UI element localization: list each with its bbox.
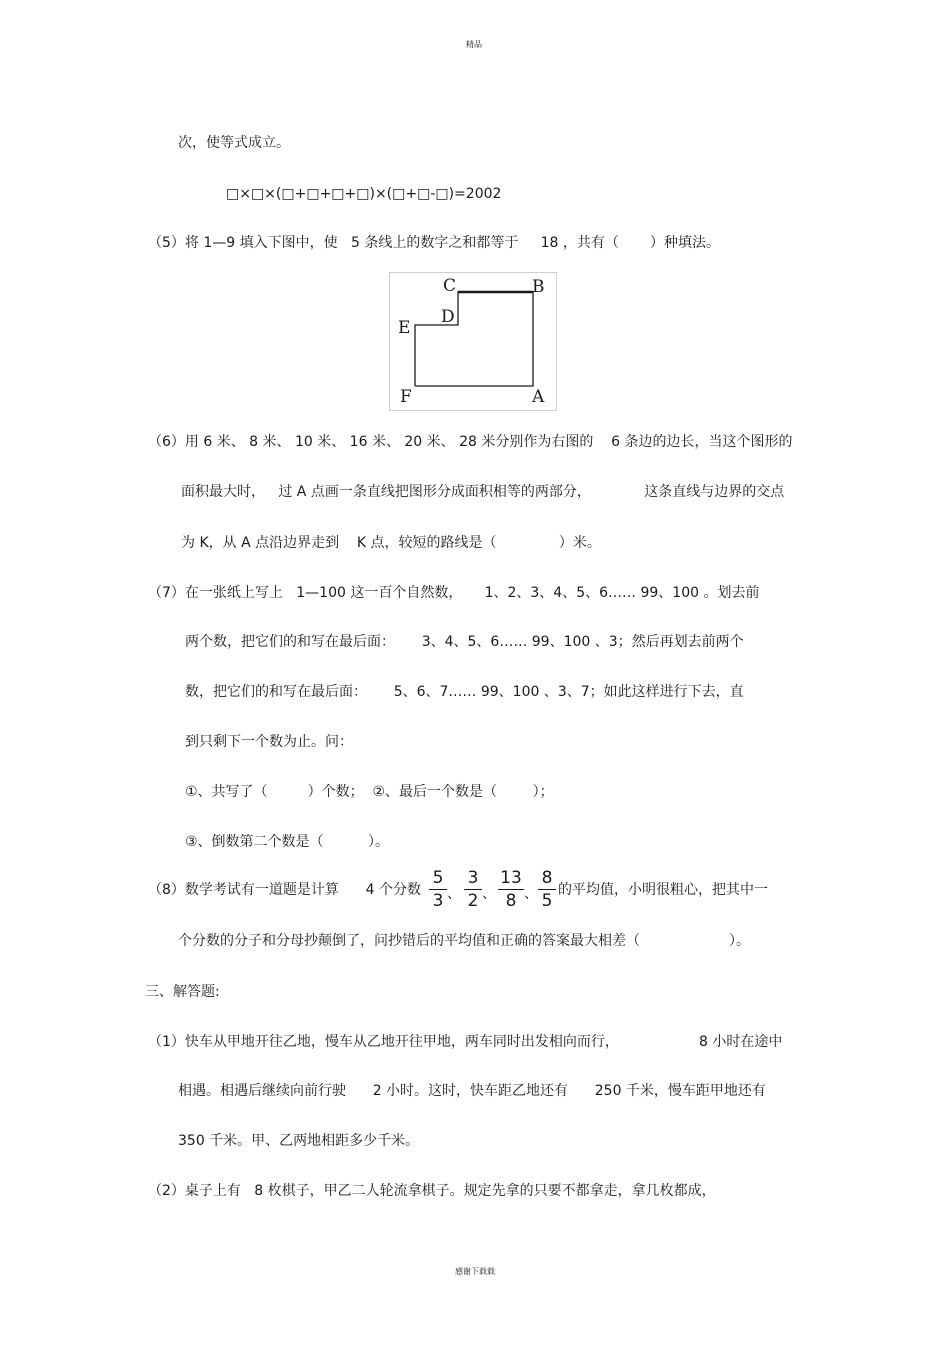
figure-label-b: B <box>532 277 545 297</box>
answer-1-line-2: 相遇。相遇后继续向前行驶 2 小时。这时，快车距乙地还有 250 千米，慢车距甲地还有 <box>178 1083 766 1099</box>
separator: 、 <box>447 886 461 902</box>
question-7-sub-2: ③、倒数第二个数是（ ）。 <box>185 834 390 850</box>
numerator: 3 <box>467 868 479 888</box>
fraction-8-5 <box>537 868 557 911</box>
answer-1-line-1: （1）快车从甲地开往乙地，慢车从乙地开往甲地，两车同时出发相向而行， 8 小时在途中 <box>148 1034 783 1050</box>
denominator: 5 <box>541 891 553 911</box>
figure-label-f: F <box>400 387 412 407</box>
denominator: 2 <box>467 891 479 911</box>
numerator: 8 <box>541 868 553 888</box>
fraction-13-8 <box>497 868 525 911</box>
numerator: 13 <box>500 868 522 888</box>
text-line: 次，使等式成立。 <box>178 135 290 151</box>
question-7-sub-1: ①、共写了（ ）个数； ②、最后一个数是（ ）； <box>185 784 554 800</box>
page-footer: 感谢下载载 <box>455 1267 495 1276</box>
question-8-line-2: 个分数的分子和分母抄颠倒了，问抄错后的平均值和正确的答案最大相差（ ）。 <box>178 933 751 949</box>
question-8-intro: （8）数学考试有一道题是计算 4 个分数 <box>148 882 421 898</box>
answer-2-line-1: （2）桌子上有 8 枚棋子，甲乙二人轮流拿棋子。规定先拿的只要不都拿走，拿几枚都成， <box>148 1183 716 1199</box>
figure-label-d: D <box>441 307 455 327</box>
denominator: 3 <box>432 891 444 911</box>
equation: □×□×(□+□+□+□)×(□+□-□)=2002 <box>226 186 502 202</box>
section-3-heading: 三、解答题: <box>145 984 220 1000</box>
fraction-5-3 <box>428 868 448 911</box>
fraction-3-2 <box>463 868 483 911</box>
page-header: 精品 <box>466 40 482 49</box>
question-6-line-2: 面积最大时， 过 A 点画一条直线把图形分成面积相等的两部分， 这条直线与边界的交点 <box>181 484 785 500</box>
question-7-line-4: 到只剩下一个数为止。问： <box>185 734 353 750</box>
numerator: 5 <box>432 868 444 888</box>
question-7-line-3: 数，把它们的和写在最后面： 5、6、7…… 99、100 、3、7；如此这样进行下去，直 <box>185 684 744 700</box>
question-7-line-1: （7）在一张纸上写上 1—100 这一百个自然数， 1、2、3、4、5、6…… 99、100 。划去前 <box>148 585 760 601</box>
question-6-line-3: 为 K，从 A 点沿边界走到 K 点，较短的路线是（ ）米。 <box>181 535 601 551</box>
figure-label-a: A <box>532 387 545 407</box>
question-5: （5）将 1—9 填入下图中，使 5 条线上的数字之和都等于 18 ，共有（ ）种填法。 <box>148 235 720 251</box>
question-6-line-1: （6）用 6 米、 8 米、 10 米、 16 米、 20 米、 28 米分别作为右图的 6 条边的边长，当这个图形的 <box>148 434 793 450</box>
figure-label-c: C <box>443 276 457 296</box>
separator: 、 <box>482 886 496 902</box>
separator: 、 <box>524 886 538 902</box>
question-8-tail: 的平均值，小明很粗心，把其中一 <box>558 882 768 898</box>
question-7-line-2: 两个数，把它们的和写在最后面： 3、4、5、6…… 99、100 、3；然后再划去前两个 <box>185 634 744 650</box>
answer-1-line-3: 350 千米。甲、乙两地相距多少千米。 <box>178 1133 420 1149</box>
figure-label-e: E <box>398 318 411 338</box>
denominator: 8 <box>505 891 517 911</box>
